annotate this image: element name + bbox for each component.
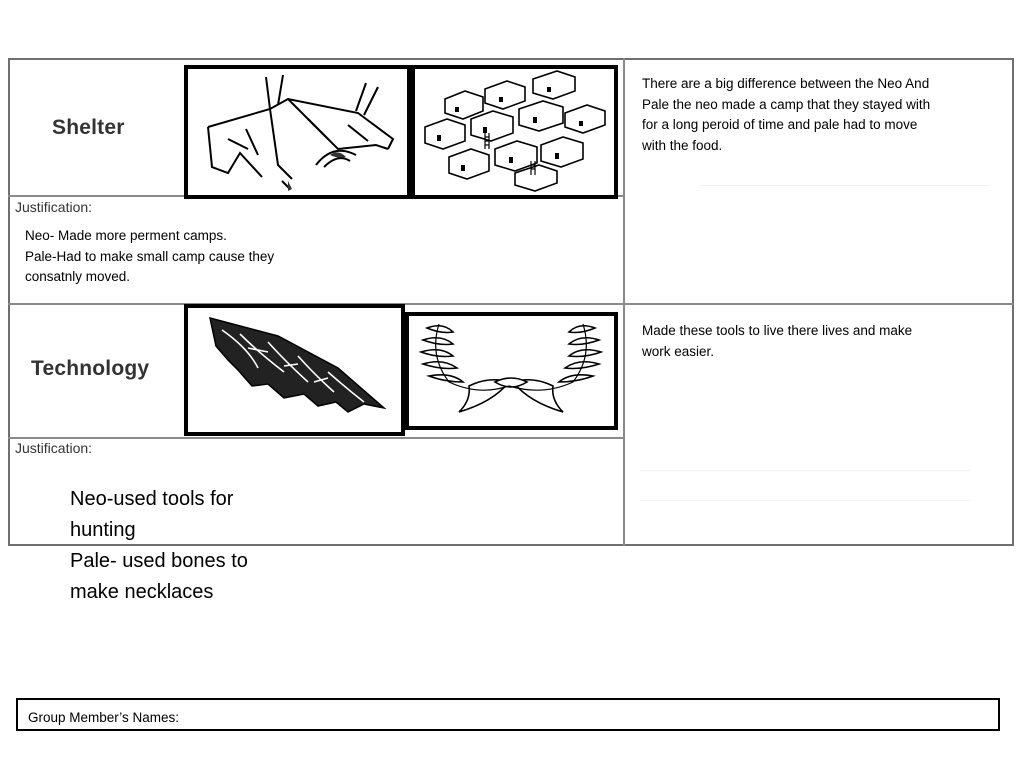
group-members-field[interactable] bbox=[16, 698, 1000, 731]
text-line: for a long peroid of time and pale had to move bbox=[642, 117, 918, 132]
text-line: make necklaces bbox=[70, 581, 214, 603]
scan-artifact bbox=[640, 470, 970, 471]
text-line: Pale-Had to make small camp cause they bbox=[25, 248, 275, 264]
text-line: There are a big difference between the Neo And bbox=[642, 76, 930, 91]
text-line: with the food. bbox=[642, 137, 723, 153]
shelter-comparison-text bbox=[642, 74, 930, 156]
tent-image bbox=[184, 65, 411, 199]
text-line: Pale- used bones to bbox=[70, 550, 248, 572]
group-members-label: Group Member’s Names: bbox=[28, 710, 180, 725]
tent-drawing-icon bbox=[188, 69, 407, 195]
technology-justification-text bbox=[70, 484, 248, 608]
village-drawing-icon bbox=[415, 69, 614, 195]
text-line: work easier. bbox=[642, 343, 715, 359]
text-line: hunting bbox=[70, 519, 136, 541]
bone-necklace-drawing-icon bbox=[409, 316, 614, 426]
column-divider bbox=[623, 58, 625, 546]
arrowhead-drawing-icon bbox=[188, 308, 401, 432]
scan-artifact bbox=[640, 500, 970, 501]
text-line: Neo- Made more perment camps. bbox=[25, 228, 227, 243]
technology-title: Technology bbox=[31, 357, 150, 380]
shelter-justification-text bbox=[25, 226, 274, 288]
text-line: Neo-used tools for bbox=[70, 488, 234, 510]
arrowhead-image bbox=[184, 304, 405, 436]
technology-justification-label: Justification: bbox=[15, 440, 93, 456]
shelter-title: Shelter bbox=[52, 116, 125, 139]
text-line: Made these tools to live there lives and make bbox=[642, 323, 913, 338]
village-image bbox=[411, 65, 618, 199]
technology-justification-divider bbox=[8, 437, 623, 439]
text-line: consatnly moved. bbox=[25, 269, 131, 284]
shelter-justification-label: Justification: bbox=[15, 199, 93, 215]
scan-artifact bbox=[700, 185, 990, 186]
text-line: Pale the neo made a camp that they stayed with bbox=[642, 96, 931, 112]
row-divider bbox=[8, 303, 1014, 305]
necklace-image bbox=[405, 312, 618, 430]
technology-purpose-text bbox=[642, 321, 912, 362]
